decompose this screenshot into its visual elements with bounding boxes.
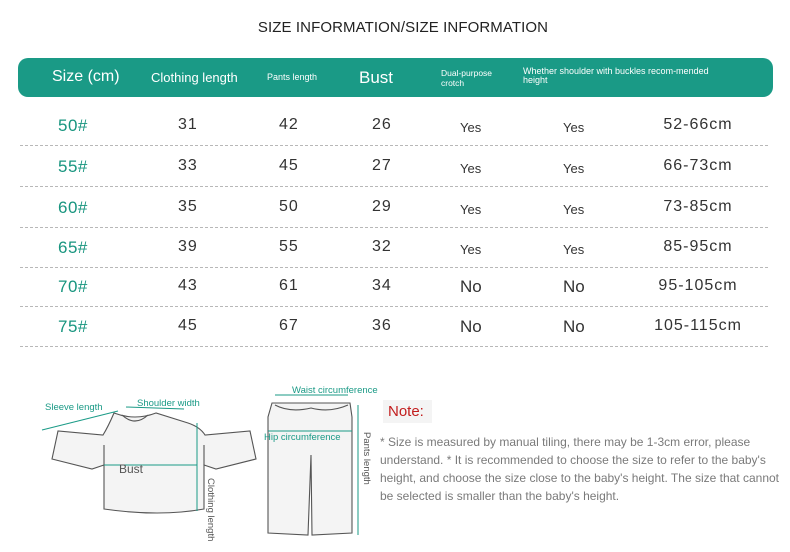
label-clothing-length: Clothing length xyxy=(205,478,216,542)
table-row xyxy=(20,145,768,187)
cell-size: 70# xyxy=(58,277,88,296)
cell-bust: 27 xyxy=(372,157,392,174)
cell-height: 85-95cm xyxy=(663,238,733,255)
cell-clothing-length: 43 xyxy=(178,277,198,294)
cell-size: 65# xyxy=(58,238,88,257)
cell-height: 105-115cm xyxy=(654,317,742,334)
cell-pants-length: 50 xyxy=(279,198,299,215)
cell-size: 55# xyxy=(58,157,88,176)
label-hip-circumference: Hip circumference xyxy=(264,432,341,443)
cell-size: 50# xyxy=(58,116,88,135)
cell-clothing-length: 39 xyxy=(178,238,198,255)
cell-height: 52-66cm xyxy=(663,116,733,133)
cell-crotch: Yes xyxy=(460,161,482,176)
cell-clothing-length: 31 xyxy=(178,116,198,133)
cell-height: 95-105cm xyxy=(658,277,738,294)
note-title: Note: xyxy=(383,400,432,423)
table-row xyxy=(20,305,768,347)
table-row xyxy=(20,265,768,307)
table-header xyxy=(18,58,773,97)
cell-clothing-length: 45 xyxy=(178,317,198,334)
cell-bust: 26 xyxy=(372,116,392,133)
label-waist-circumference: Waist circumference xyxy=(292,385,378,396)
header-size: Size (cm) xyxy=(52,68,120,85)
cell-bust: 32 xyxy=(372,238,392,255)
table-row xyxy=(20,226,768,268)
cell-size: 75# xyxy=(58,317,88,336)
cell-bust: 36 xyxy=(372,317,392,334)
note-text: * Size is measured by manual tiling, there may be 1-3cm error, please understand. * It is recommended to choose the size to refer to the baby's height, and choose the size close to the baby's height. The size that cannot be selected is smaller than the baby's height. xyxy=(380,435,779,503)
cell-clothing-length: 33 xyxy=(178,157,198,174)
page-title: SIZE INFORMATION/SIZE INFORMATION xyxy=(257,19,549,36)
cell-shoulder: No xyxy=(563,277,585,296)
cell-crotch: Yes xyxy=(460,242,482,257)
header-bust: Bust xyxy=(359,68,394,87)
cell-pants-length: 42 xyxy=(279,116,299,133)
cell-pants-length: 45 xyxy=(279,157,299,174)
table-row xyxy=(20,186,768,228)
shirt-icon xyxy=(52,413,256,513)
header-clothing-length: Clothing length xyxy=(151,70,238,85)
cell-crotch: Yes xyxy=(460,120,482,135)
cell-pants-length: 55 xyxy=(279,238,299,255)
cell-pants-length: 61 xyxy=(279,277,299,294)
header-height: Whether shoulder with buckles recom-mended height xyxy=(523,66,709,85)
label-sleeve-length: Sleeve length xyxy=(45,402,103,413)
cell-size: 60# xyxy=(58,198,88,217)
label-shoulder-width: Shoulder width xyxy=(137,398,200,409)
cell-height: 73-85cm xyxy=(663,198,733,215)
cell-crotch: No xyxy=(460,317,482,336)
cell-shoulder: Yes xyxy=(563,120,585,135)
cell-pants-length: 67 xyxy=(279,317,299,334)
cell-height: 66-73cm xyxy=(663,157,733,174)
cell-shoulder: Yes xyxy=(563,202,585,217)
cell-clothing-length: 35 xyxy=(178,198,198,215)
cell-crotch: Yes xyxy=(460,202,482,217)
header-pants-length: Pants length xyxy=(267,72,318,82)
cell-shoulder: No xyxy=(563,317,585,336)
label-pants-length: Pants length xyxy=(361,432,372,485)
cell-shoulder: Yes xyxy=(563,242,585,257)
table-row xyxy=(20,104,768,146)
cell-bust: 29 xyxy=(372,198,392,215)
cell-bust: 34 xyxy=(372,277,392,294)
cell-shoulder: Yes xyxy=(563,161,585,176)
header-crotch: Dual-purpose crotch xyxy=(441,68,493,88)
cell-crotch: No xyxy=(460,277,482,296)
label-bust: Bust xyxy=(119,462,144,476)
pants-icon xyxy=(268,403,352,535)
